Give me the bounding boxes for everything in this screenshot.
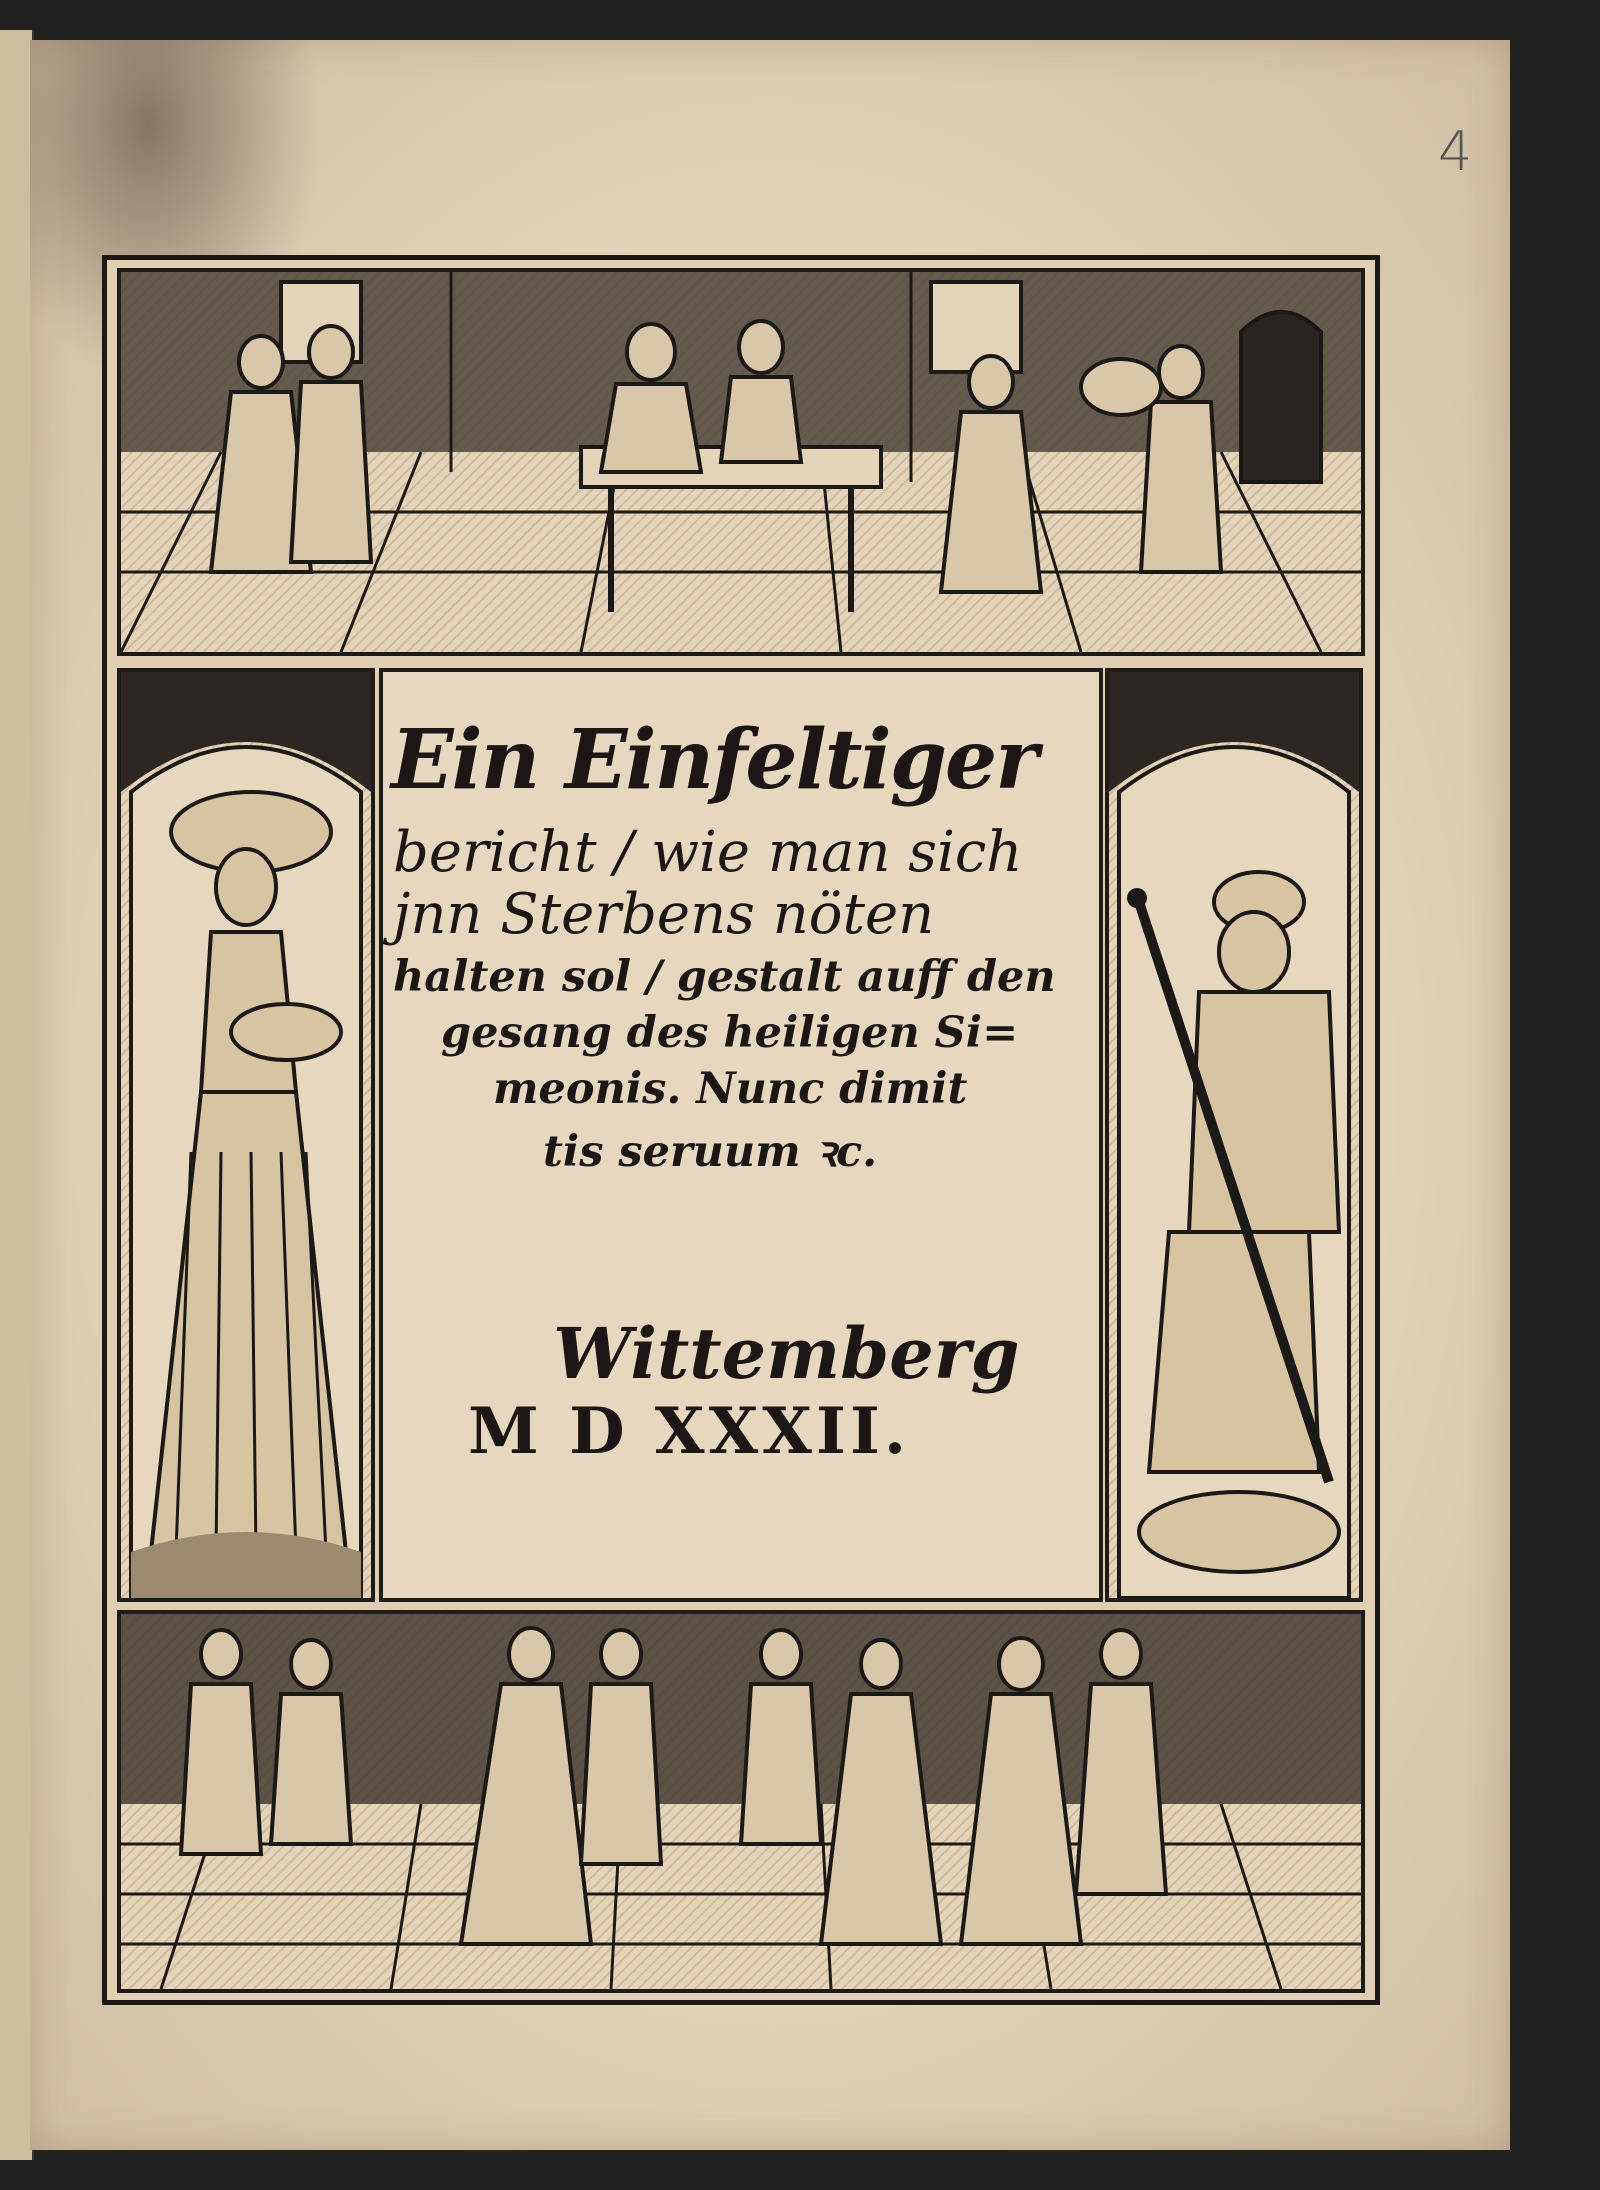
title-line-1: Ein Einfeltiger [391,712,1037,808]
previous-page-edge [0,30,34,2160]
title-line-2: bericht / wie man sich [393,820,1023,885]
woodcut-left-panel [117,668,375,1602]
woodcut-top-panel [117,268,1365,656]
folio-number: 4 [1438,120,1473,183]
book-page [30,40,1510,2150]
woodcut-bottom-panel [117,1610,1365,1993]
imprint-place: Wittemberg [553,1312,1020,1395]
title-line-7: tis seruum ꝛc. [543,1127,878,1177]
woodcut-border-frame [102,255,1380,2005]
woodcut-right-panel [1105,668,1363,1602]
title-line-4: halten sol / gestalt auff den [393,952,1056,1002]
title-line-3: jnn Sterbens nöten [393,882,935,947]
woodcut-executioner-figure [1109,672,1359,1598]
title-line-6: meonis. Nunc dimit [493,1064,968,1114]
woodcut-banquet-scene [121,272,1361,652]
woodcut-dance-scene [121,1614,1361,1989]
woodcut-lady-figure [121,672,371,1598]
title-block [379,668,1103,1602]
imprint-year: M D XXXII. [468,1394,911,1469]
title-line-5: gesang des heiligen Si= [441,1008,1019,1058]
